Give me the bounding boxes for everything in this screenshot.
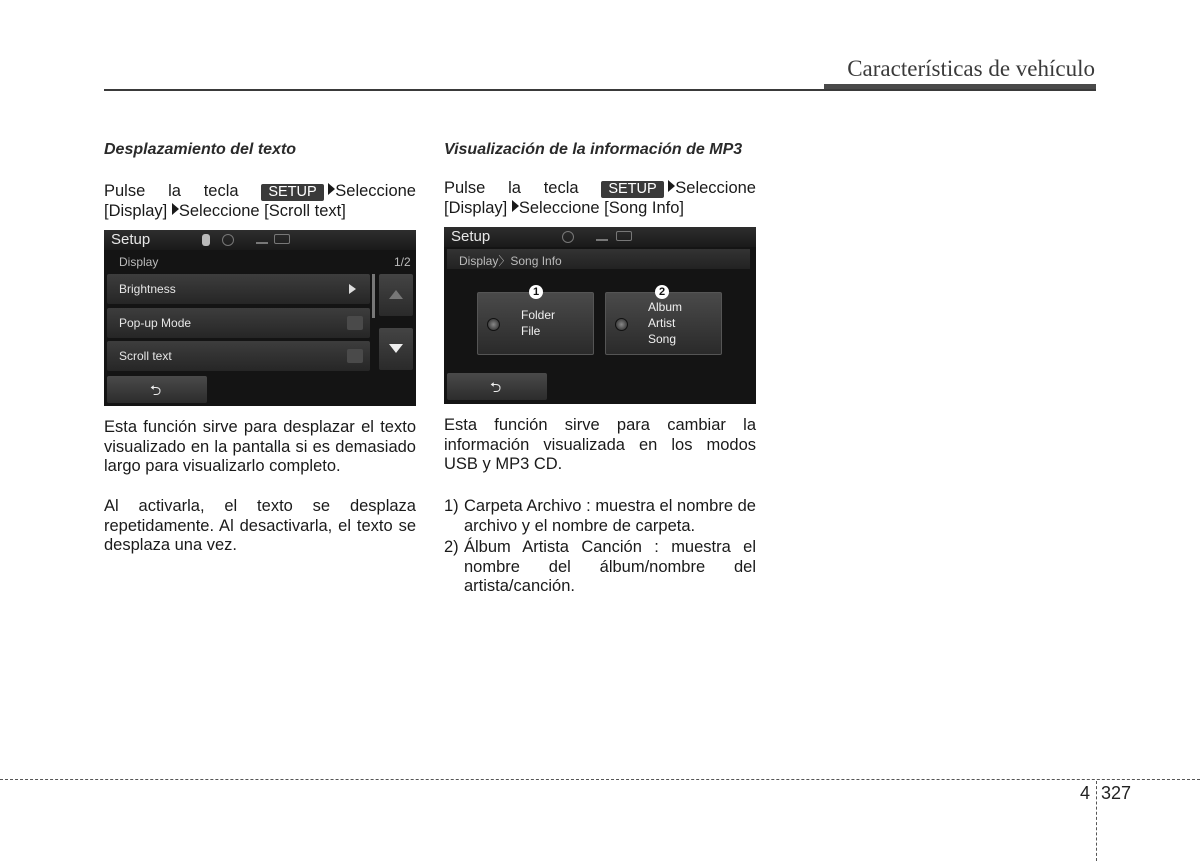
instr-word: [Display] <box>444 198 508 217</box>
bluetooth-icon <box>202 234 210 246</box>
radio-button[interactable] <box>615 318 628 331</box>
menu-row-popup-mode[interactable] <box>107 308 370 338</box>
play-arrow-icon <box>349 284 356 294</box>
battery-icon <box>616 231 632 241</box>
arrow-right-icon <box>172 203 179 215</box>
setup-key: SETUP <box>261 184 323 201</box>
usb-icon <box>256 236 268 244</box>
left-instructions <box>104 182 416 221</box>
instr-word: Pulse <box>444 179 486 197</box>
disc-icon <box>562 231 574 243</box>
right-paragraph-1: Esta función sirve para cambiar la información visualizada en los modos USB y MP3 CD. <box>444 416 756 473</box>
running-header-title: Características de vehículo <box>847 56 1095 81</box>
disc-icon <box>222 234 234 246</box>
right-list <box>444 497 756 597</box>
list-item <box>444 538 756 597</box>
list-item-text: Álbum Artista Canción : muestra el nombre del álbum/nombre del artista/canción. <box>464 538 756 595</box>
instr-word: Pulse <box>104 182 146 200</box>
scrollbar[interactable] <box>372 274 375 318</box>
song-info-screen <box>444 227 756 404</box>
battery-icon <box>274 234 290 244</box>
callout-marker-2: 2 <box>655 285 669 299</box>
footer-dashed-rule <box>0 779 1200 780</box>
instr-word: Seleccione <box>335 182 416 200</box>
page-number: 327 <box>1101 783 1132 803</box>
left-paragraph-1: Esta función sirve para desplazar el texto visualizado en la pantalla si es demasiado largo para visualizarlo completo. <box>104 418 416 475</box>
menu-row-label: Brightness <box>119 282 176 296</box>
instr-word: la <box>508 179 521 197</box>
instr-word: Seleccione [Song Info] <box>518 198 684 217</box>
back-button[interactable] <box>447 373 547 400</box>
option-album-artist-song[interactable] <box>605 292 722 355</box>
instr-word: la <box>168 182 181 200</box>
screen-title: Setup <box>111 231 151 248</box>
option-line: Artist <box>648 316 676 330</box>
scroll-up-button[interactable] <box>379 274 413 316</box>
arrow-right-icon <box>512 200 519 212</box>
back-arrow-icon: ⮌ <box>150 382 162 398</box>
option-line: Folder <box>521 308 556 322</box>
screen-title: Setup <box>451 228 491 245</box>
arrow-down-icon <box>389 344 403 353</box>
option-line: File <box>521 324 541 338</box>
screen-page-indicator: 1/2 <box>394 255 411 269</box>
menu-row-scroll-text[interactable] <box>107 341 370 371</box>
list-item-text: Carpeta Archivo : muestra el nombre de archivo y el nombre de carpeta. <box>464 497 756 535</box>
scroll-down-button[interactable] <box>379 328 413 370</box>
screen-subtitle: Display <box>119 255 159 269</box>
footer-dashed-divider <box>1096 781 1097 861</box>
checkbox-icon[interactable] <box>347 316 363 330</box>
right-instruction-line-2 <box>444 199 756 219</box>
chapter-number: 4 <box>1080 783 1091 803</box>
instr-word: Seleccione <box>675 179 756 197</box>
list-item-number: 1) <box>444 497 459 515</box>
back-arrow-icon: ⮌ <box>490 379 502 395</box>
arrow-up-icon <box>389 290 403 299</box>
list-item-number: 2) <box>444 538 459 556</box>
breadcrumb: Display〉Song Info <box>459 254 562 268</box>
instr-word: Seleccione [Scroll text] <box>178 201 346 220</box>
left-instruction-line-2 <box>104 202 416 222</box>
usb-icon <box>596 233 608 241</box>
header-rule <box>104 89 1096 91</box>
back-button[interactable] <box>107 376 207 403</box>
setup-display-screen <box>104 230 416 406</box>
option-line: Album <box>648 300 683 314</box>
left-section-heading: Desplazamiento del texto <box>104 141 297 158</box>
menu-row-label: Pop-up Mode <box>119 316 192 330</box>
callout-marker-1: 1 <box>529 285 543 299</box>
right-section-heading: Visualización de la información de MP3 <box>444 141 743 158</box>
left-paragraph-2: Al activarla, el texto se desplaza repetidamente. Al desactivarla, el texto se desplaza una vez. <box>104 497 416 554</box>
right-instructions <box>444 179 756 218</box>
option-folder-file[interactable] <box>477 292 594 355</box>
setup-key: SETUP <box>601 181 663 198</box>
instr-word: tecla <box>203 182 239 200</box>
menu-row-brightness[interactable] <box>107 274 370 304</box>
left-instruction-line-1 <box>104 182 416 202</box>
radio-button[interactable] <box>487 318 500 331</box>
instr-word: tecla <box>543 179 579 197</box>
instr-word: [Display] <box>104 201 168 220</box>
menu-row-label: Scroll text <box>119 349 172 363</box>
checkbox-icon[interactable] <box>347 349 363 363</box>
right-instruction-line-1 <box>444 179 756 199</box>
option-line: Song <box>648 332 677 346</box>
list-item <box>444 497 756 536</box>
